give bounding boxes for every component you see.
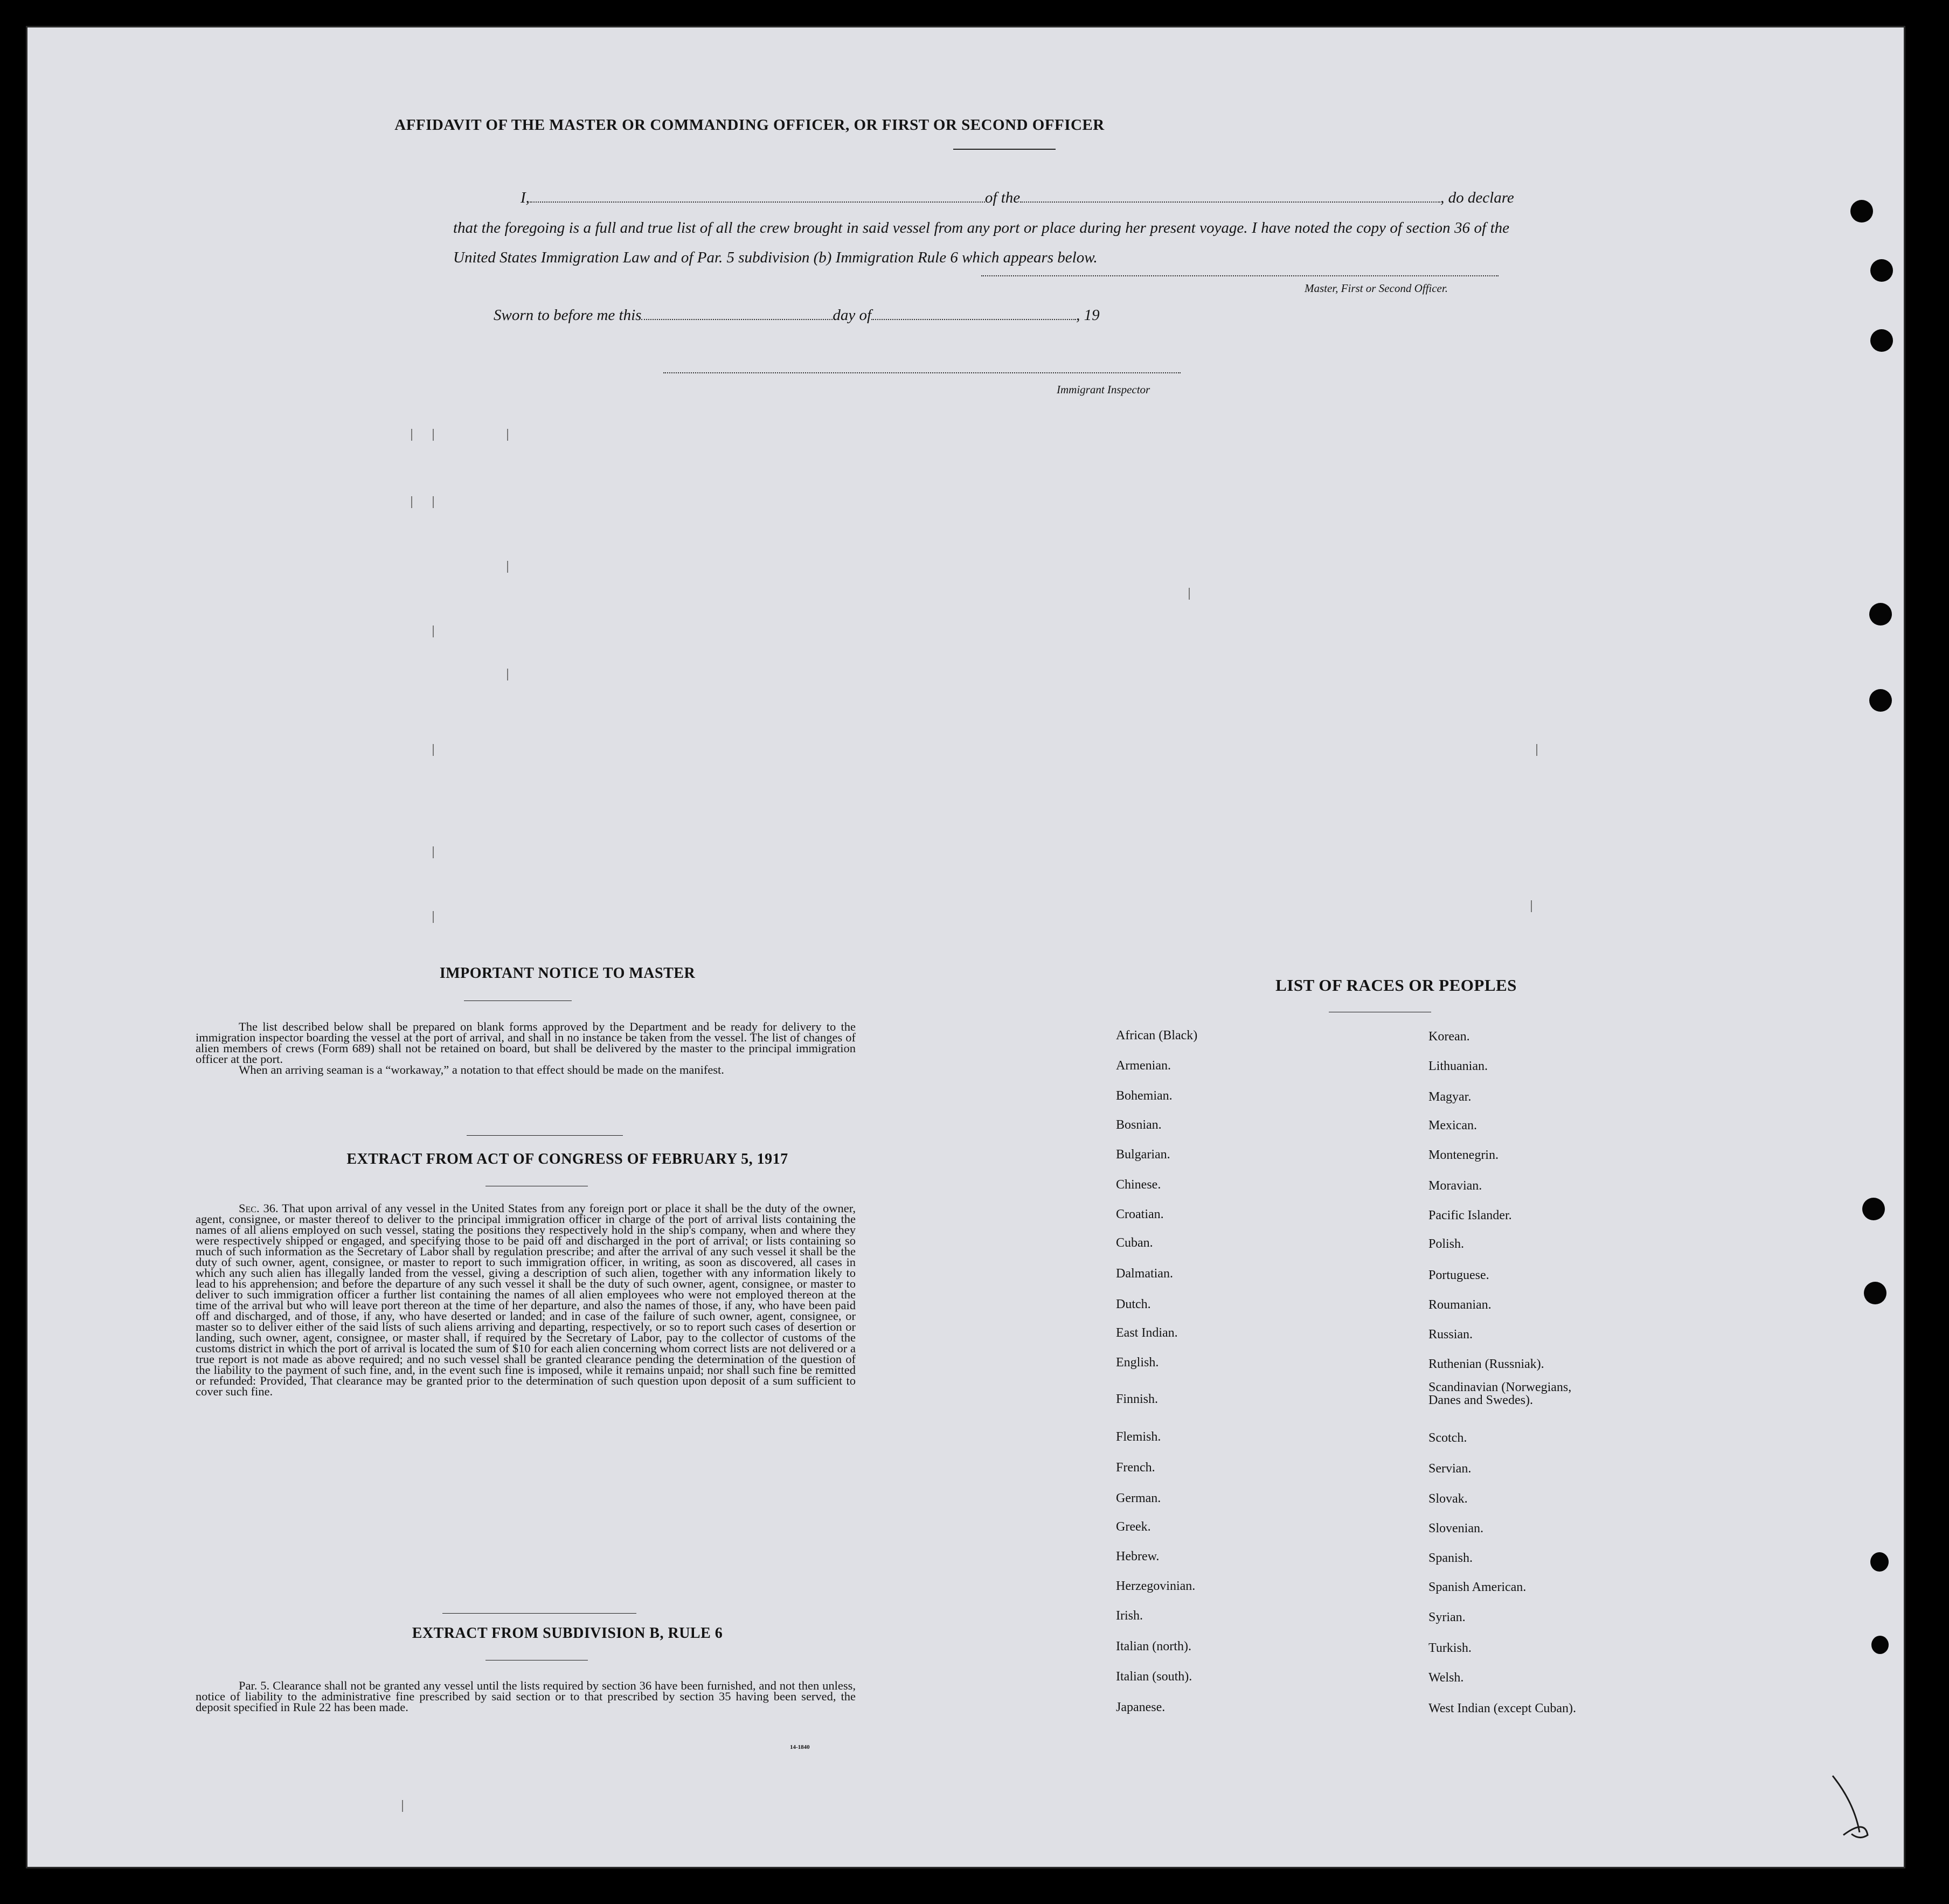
affidavit-declaration-line (521, 189, 1514, 207)
notice-divider (464, 1000, 572, 1001)
bleed-mark (507, 429, 508, 441)
punch-hole (1870, 1552, 1889, 1572)
bleed-mark (1189, 588, 1190, 600)
race-item: East Indian. (1116, 1326, 1178, 1340)
form-sheet (26, 26, 1905, 1868)
race-item-scandinavian: Scandinavian (Norwegians, Danes and Swedes). (1428, 1380, 1572, 1407)
punch-hole (1864, 1282, 1886, 1304)
race-item: Chinese. (1116, 1178, 1161, 1192)
section-36-text: That upon arrival of any vessel in the United States from any foreign port or place it shall be the duty of the owner, agent, consignee, or master thereof to deliver to the principal immigration officer in charge of the port of arrival lists containing the names of all aliens employed on such vessel, stating the positions they respectively hold in the ship's company, when and where they were respectively shipped or engaged, and specifying those to be paid off and discharged in the port of arrival; or lists containing so much of such information as the Secretary of Labor shall by regulation prescribe; and after the arrival of any such vessel it shall be the duty of such owner, agent, consignee, or master to report to such immigration officer, in writing, as soon as discovered, all cases in which any such alien has illegally landed from the vessel, giving a description of such alien, together with any information likely to lead to his apprehension; and before the departure of any such vessel it shall be the duty of such owner, agent, consignee, or master to deliver to such immigration officer a further list containing the names of all alien employees who were not employed thereon at the time of the arrival but who will leave port thereon at the time of her departure, and also the names of those, if any, who have been paid off and discharged, and of those, if any, who have deserted or landed; and in case of the failure of such owner, agent, consignee, or master so to deliver either of the said lists of such aliens arriving and departing, respectively, or so to report such cases of desertion or landing, such owner, agent, consignee, or master shall, if required by the Secretary of Labor, pay to the collector of customs of the customs district in which the port of arrival is located the sum of $10 for each alien concerning whom correct lists are not delivered or a true report is not made as above required; and no such vessel shall be granted clearance pending the determination of the question of the liability to the payment of such fine, and, in the event such fine is imposed, while it remains unpaid; nor shall such fine be remitted or refunded: Provided, That clearance may be granted prior to the determination of such question upon deposit of a sum sufficient to cover such fine. (196, 1201, 856, 1398)
race-item: Roumanian. (1428, 1298, 1492, 1312)
affidavit-title: AFFIDAVIT OF THE MASTER OR COMMANDING OFFICER, OR FIRST OR SECOND OFFICER (394, 116, 1105, 134)
race-item: Bohemian. (1116, 1089, 1173, 1103)
year-label: , 19 (1076, 307, 1100, 324)
bleed-mark (1531, 900, 1532, 912)
punch-hole (1850, 200, 1873, 223)
bleed-mark (433, 846, 434, 858)
bleed-mark (433, 744, 434, 756)
race-item: Irish. (1116, 1609, 1143, 1623)
race-item: Welsh. (1428, 1671, 1464, 1685)
notice-paragraph: When an arriving seaman is a “workaway,” a notation to that effect should be made on the manifest. (239, 1063, 724, 1076)
affidavit-of-the-label: of the (984, 189, 1021, 206)
race-item: Magyar. (1428, 1090, 1472, 1104)
master-caption: Master, First or Second Officer. (1305, 282, 1448, 295)
race-item: Armenian. (1116, 1059, 1171, 1073)
race-item: Dutch. (1116, 1297, 1151, 1311)
act-title: EXTRACT FROM ACT OF CONGRESS OF FEBRUARY 5, 1917 (346, 1151, 788, 1168)
race-item: Hebrew. (1116, 1549, 1160, 1563)
bleed-mark (433, 911, 434, 923)
race-item: Polish. (1428, 1237, 1465, 1251)
affidavit-i-label: I, (521, 189, 530, 206)
punch-hole (1870, 259, 1893, 282)
race-item: Slovak. (1428, 1492, 1468, 1506)
inspector-signature-line[interactable] (663, 372, 1181, 373)
race-item: Syrian. (1428, 1610, 1466, 1624)
race-item: Dalmatian. (1116, 1267, 1173, 1281)
sworn-day-blank[interactable] (641, 307, 833, 320)
punch-hole (1869, 689, 1892, 712)
bleed-mark (402, 1800, 403, 1812)
races-title: LIST OF RACES OR PEOPLES (1275, 976, 1517, 995)
handwritten-page-mark (1822, 1770, 1881, 1840)
race-item: Slovenian. (1428, 1521, 1483, 1535)
rule-top-divider (442, 1613, 636, 1614)
race-item: Italian (north). (1116, 1639, 1191, 1653)
race-item: Ruthenian (Russniak). (1428, 1357, 1544, 1371)
race-item: Bulgarian. (1116, 1148, 1170, 1162)
affidavit-declare-label: , do declare (1440, 189, 1514, 206)
race-item: Moravian. (1428, 1179, 1482, 1193)
master-signature-line[interactable] (981, 275, 1499, 276)
race-item: Mexican. (1428, 1118, 1477, 1132)
inspector-caption: Immigrant Inspector (1057, 383, 1150, 396)
punch-hole (1870, 329, 1893, 352)
bleed-mark (507, 669, 508, 680)
punch-hole (1869, 603, 1892, 626)
race-item: Servian. (1428, 1462, 1472, 1476)
bleed-mark (1536, 744, 1537, 756)
race-item: Spanish American. (1428, 1580, 1527, 1594)
race-item: Italian (south). (1116, 1670, 1192, 1684)
race-item: Russian. (1428, 1328, 1473, 1342)
race-item: Pacific Islander. (1428, 1208, 1512, 1222)
race-item: English. (1116, 1356, 1159, 1370)
act-body (196, 1203, 856, 1397)
race-item: Flemish. (1116, 1430, 1161, 1444)
form-number: 14-1840 (790, 1744, 810, 1750)
name-blank[interactable] (530, 190, 985, 203)
bleed-mark (411, 496, 412, 508)
bleed-mark (433, 496, 434, 508)
race-item: Portuguese. (1428, 1268, 1489, 1282)
race-item: Spanish. (1428, 1551, 1473, 1565)
bleed-mark (507, 561, 508, 573)
rule-body (196, 1680, 856, 1713)
affidavit-paragraph: that the foregoing is a full and true list of all the crew brought in said vessel from any port or place during her present voyage. I have noted the copy of section 36 of the United States Immigration Law and of Par. 5 subdivision (b) Immigration Rule 6 which appears below. (453, 219, 1509, 266)
punch-hole (1862, 1198, 1885, 1220)
rule-title: EXTRACT FROM SUBDIVISION B, RULE 6 (412, 1625, 723, 1642)
rule-paragraph: Par. 5. Clearance shall not be granted any vessel until the lists required by section 36 have been furnished, and not then unless, notice of liability to the administrative fine prescribed by said section or to that prescribed by section 35 having been served, the deposit specified in Rule 22 has been made. (196, 1679, 856, 1714)
notice-title: IMPORTANT NOTICE TO MASTER (439, 965, 696, 982)
day-of-label: day of (833, 307, 872, 324)
race-item: French. (1116, 1461, 1155, 1475)
race-item: Finnish. (1116, 1392, 1159, 1406)
vessel-blank[interactable] (1020, 190, 1440, 203)
race-item: West Indian (except Cuban). (1428, 1701, 1576, 1715)
notice-body (196, 1022, 856, 1075)
race-item: African (Black) (1116, 1029, 1198, 1043)
race-item: Scotch. (1428, 1431, 1467, 1445)
race-item: Herzegovinian. (1116, 1579, 1196, 1593)
bleed-mark (433, 626, 434, 637)
race-item: Cuban. (1116, 1236, 1153, 1250)
bleed-mark (433, 429, 434, 441)
race-item: Bosnian. (1116, 1118, 1162, 1132)
sworn-month-blank[interactable] (871, 307, 1076, 320)
sworn-line (494, 307, 1100, 324)
race-item: Lithuanian. (1428, 1059, 1488, 1073)
bleed-mark (411, 429, 412, 441)
race-item: Greek. (1116, 1520, 1151, 1534)
race-item: German. (1116, 1491, 1161, 1505)
race-item: Korean. (1428, 1030, 1470, 1044)
notice-paragraph: The list described below shall be prepared on blank forms approved by the Department and be ready for delivery to the immigration inspector boarding the vessel at the port of arrival, and shall in no instance be taken from the vessel. The list of changes of alien members of crews (Form 689) shall not be retained on board, but shall be delivered by the master to the principal immigration officer at the port. (196, 1020, 856, 1066)
punch-hole (1871, 1636, 1889, 1654)
act-top-divider (467, 1135, 623, 1136)
race-item: Montenegrin. (1428, 1148, 1499, 1162)
title-divider (953, 149, 1056, 150)
race-item: Japanese. (1116, 1700, 1166, 1714)
section-label: Sec. 36. (239, 1201, 279, 1215)
race-item: Croatian. (1116, 1207, 1164, 1221)
sworn-label: Sworn to before me this (494, 307, 642, 324)
race-item: Turkish. (1428, 1641, 1472, 1655)
